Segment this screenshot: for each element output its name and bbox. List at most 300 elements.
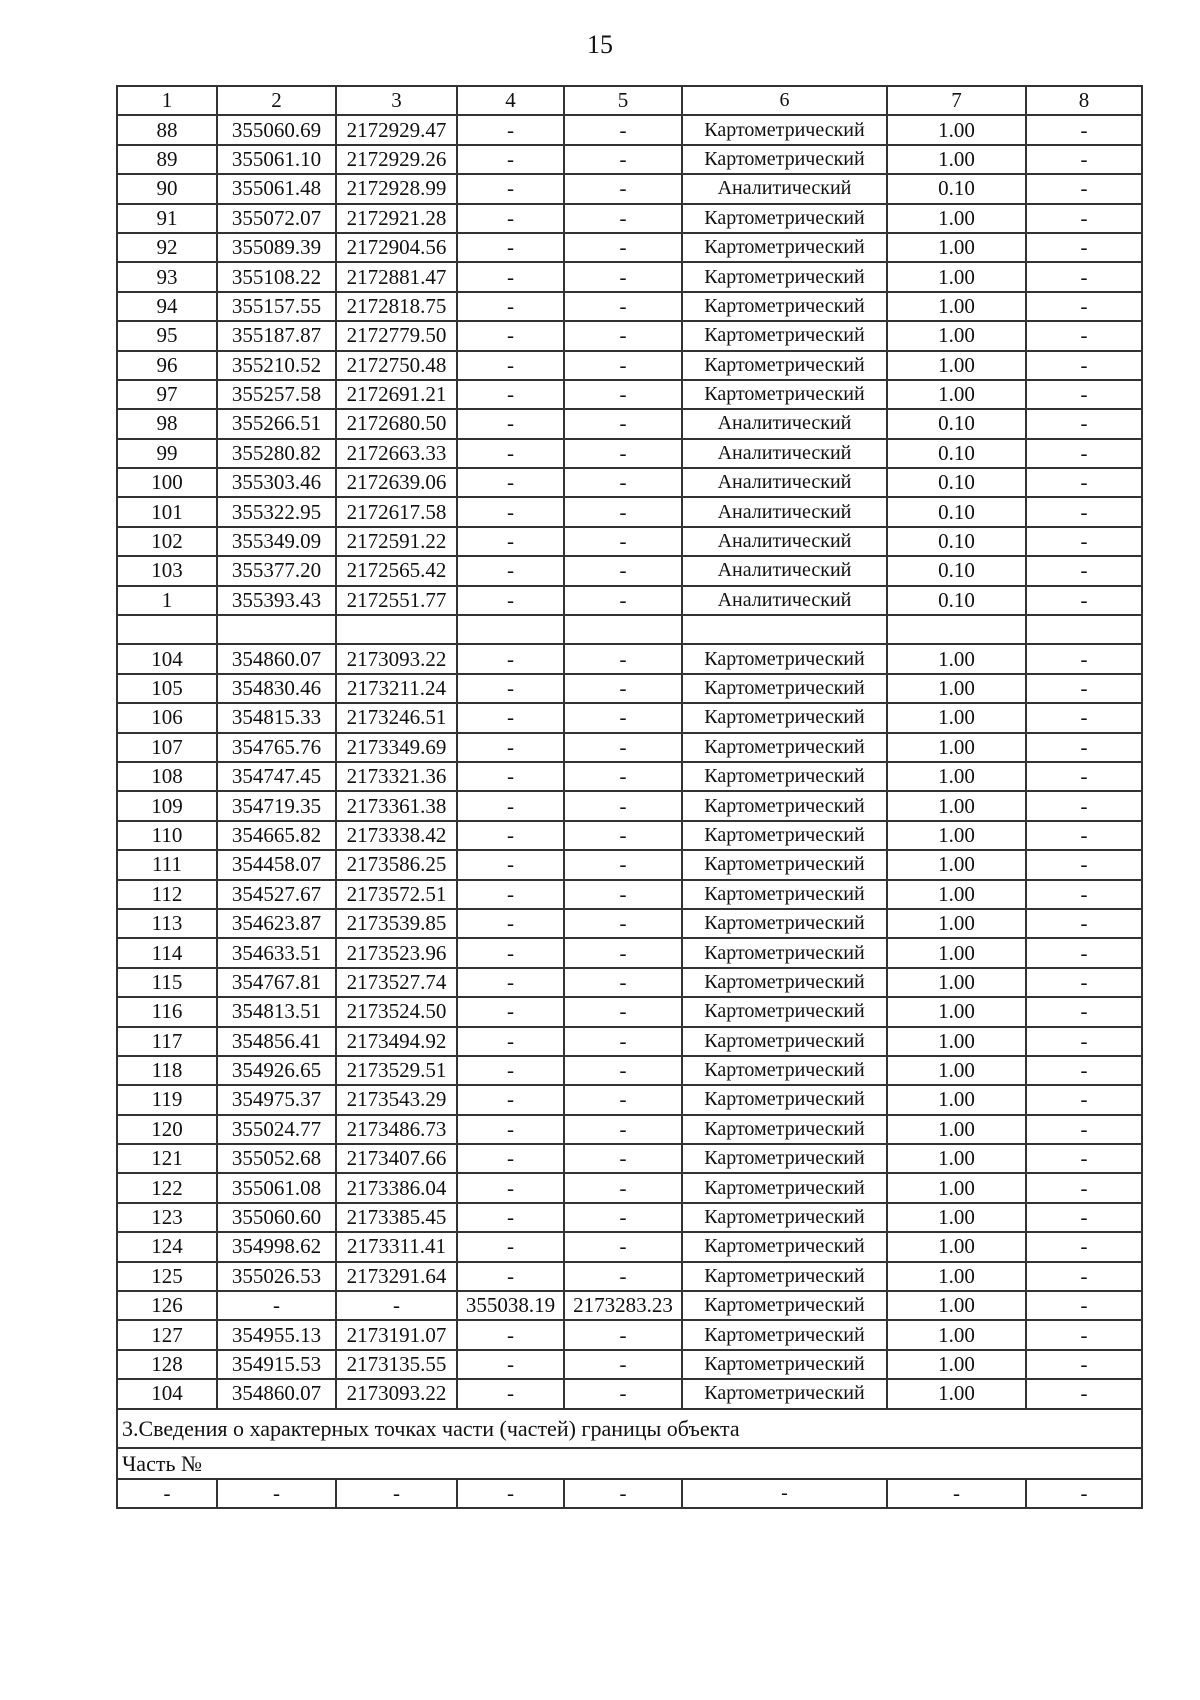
table-row [117,968,1142,997]
point-number-cell: 112 [117,880,217,909]
note-cell: - [1026,1115,1142,1144]
x-new-cell: - [457,321,564,350]
x-coordinate-cell: 355280.82 [217,439,336,468]
y-coordinate-cell: 2173093.22 [336,1379,457,1408]
x-new-cell: - [457,439,564,468]
y-new-cell: - [564,938,682,967]
method-cell: Картометрический [682,1085,887,1114]
x-coordinate-cell: 354998.62 [217,1232,336,1261]
y-coordinate-cell: 2173527.74 [336,968,457,997]
accuracy-cell: 1.00 [887,115,1026,144]
accuracy-cell: 1.00 [887,1320,1026,1349]
note-cell: - [1026,1320,1142,1349]
point-number-cell: 123 [117,1203,217,1232]
x-new-cell: - [457,880,564,909]
note-cell: - [1026,1379,1142,1408]
x-coordinate-cell: 355157.55 [217,292,336,321]
y-new-cell: - [564,909,682,938]
y-new-cell: - [564,204,682,233]
y-coordinate-cell: - [336,1291,457,1320]
y-new-cell: - [564,1144,682,1173]
point-number-cell: 124 [117,1232,217,1261]
x-coordinate-cell: 355060.69 [217,115,336,144]
y-new-cell: - [564,556,682,585]
method-cell: Аналитический [682,556,887,585]
y-coordinate-cell: 2173311.41 [336,1232,457,1261]
y-coordinate-cell: 2173543.29 [336,1085,457,1114]
accuracy-cell: 1.00 [887,1262,1026,1291]
y-coordinate-cell: 2173135.55 [336,1350,457,1379]
y-new-cell: - [564,703,682,732]
x-new-cell: - [457,292,564,321]
note-cell: - [1026,468,1142,497]
y-coordinate-cell: 2173572.51 [336,880,457,909]
x-new-cell: - [457,145,564,174]
accuracy-cell: 0.10 [887,556,1026,585]
column-header: 2 [217,86,336,115]
table-row [117,351,1142,380]
x-new-cell: - [457,556,564,585]
accuracy-cell: 1.00 [887,321,1026,350]
table-row [117,1056,1142,1085]
note-cell: - [1026,1144,1142,1173]
y-coordinate-cell: - [336,1479,457,1508]
note-cell: - [1026,1232,1142,1261]
y-new-cell: - [564,527,682,556]
x-coordinate-cell: 355108.22 [217,262,336,291]
y-new-cell: - [564,351,682,380]
note-cell: - [1026,880,1142,909]
note-cell: - [1026,409,1142,438]
x-coordinate-cell: 355257.58 [217,380,336,409]
y-coordinate-cell: 2172928.99 [336,174,457,203]
point-number-cell: 120 [117,1115,217,1144]
x-coordinate-cell: 354815.33 [217,703,336,732]
point-number-cell: 126 [117,1291,217,1320]
x-new-cell: - [457,351,564,380]
y-coordinate-cell: 2172551.77 [336,586,457,615]
note-cell: - [1026,233,1142,262]
x-coordinate-cell: 355061.48 [217,174,336,203]
note-cell: - [1026,439,1142,468]
point-number-cell: 95 [117,321,217,350]
x-new-cell: - [457,1320,564,1349]
point-number-cell: 128 [117,1350,217,1379]
note-cell: - [1026,380,1142,409]
table-row [117,762,1142,791]
method-cell: Картометрический [682,880,887,909]
x-new-cell: - [457,262,564,291]
x-coordinate-cell: 354860.07 [217,644,336,673]
accuracy-cell: 1.00 [887,791,1026,820]
point-number-cell: 101 [117,497,217,526]
note-cell: - [1026,292,1142,321]
x-new-cell: - [457,409,564,438]
method-cell: Картометрический [682,644,887,673]
table-row [117,145,1142,174]
empty-cell [217,615,336,644]
x-new-cell: - [457,233,564,262]
table-row [117,1085,1142,1114]
accuracy-cell: 1.00 [887,703,1026,732]
x-coordinate-cell: 354458.07 [217,850,336,879]
x-new-cell: - [457,644,564,673]
accuracy-cell: 1.00 [887,1291,1026,1320]
point-number-cell: 122 [117,1173,217,1202]
method-cell: Картометрический [682,321,887,350]
table-row [117,409,1142,438]
empty-cell [887,615,1026,644]
table-row [117,321,1142,350]
table-row [117,1350,1142,1379]
x-new-cell: - [457,733,564,762]
x-coordinate-cell: 355072.07 [217,204,336,233]
method-cell: Картометрический [682,380,887,409]
accuracy-cell: 1.00 [887,204,1026,233]
y-new-cell: - [564,880,682,909]
x-coordinate-cell: 355349.09 [217,527,336,556]
table-row [117,1262,1142,1291]
accuracy-cell: 1.00 [887,1173,1026,1202]
x-new-cell: - [457,1379,564,1408]
x-new-cell: - [457,1056,564,1085]
accuracy-cell: 1.00 [887,292,1026,321]
x-coordinate-cell: 355026.53 [217,1262,336,1291]
x-new-cell: 355038.19 [457,1291,564,1320]
point-number-cell: 119 [117,1085,217,1114]
x-coordinate-cell: 355060.60 [217,1203,336,1232]
column-header: 3 [336,86,457,115]
y-coordinate-cell: 2172680.50 [336,409,457,438]
table-row [117,1320,1142,1349]
y-coordinate-cell: 2173386.04 [336,1173,457,1202]
point-number-cell: 94 [117,292,217,321]
column-header: 5 [564,86,682,115]
note-cell: - [1026,321,1142,350]
note-cell: - [1026,644,1142,673]
table-row [117,439,1142,468]
accuracy-cell: 1.00 [887,1203,1026,1232]
x-coordinate-cell: 354719.35 [217,791,336,820]
note-cell: - [1026,527,1142,556]
accuracy-cell: 0.10 [887,409,1026,438]
note-cell: - [1026,1085,1142,1114]
x-coordinate-cell: 355322.95 [217,497,336,526]
point-number-cell: 109 [117,791,217,820]
point-number-cell: 89 [117,145,217,174]
y-new-cell: - [564,262,682,291]
y-new-cell: - [564,1115,682,1144]
x-coordinate-cell: 354633.51 [217,938,336,967]
column-header: 6 [682,86,887,115]
point-number-cell: 125 [117,1262,217,1291]
table-row [117,262,1142,291]
accuracy-cell: 1.00 [887,262,1026,291]
y-new-cell: - [564,233,682,262]
y-new-cell: - [564,1262,682,1291]
note-cell: - [1026,968,1142,997]
x-new-cell: - [457,586,564,615]
point-number-cell: 103 [117,556,217,585]
y-new-cell: - [564,321,682,350]
method-cell: - [682,1479,887,1508]
method-cell: Картометрический [682,233,887,262]
note-cell: - [1026,821,1142,850]
x-coordinate-cell: 354813.51 [217,997,336,1026]
point-number-cell: 110 [117,821,217,850]
accuracy-cell: 0.10 [887,468,1026,497]
table-row [117,821,1142,850]
x-coordinate-cell: 355089.39 [217,233,336,262]
y-coordinate-cell: 2173246.51 [336,703,457,732]
accuracy-cell: 0.10 [887,527,1026,556]
section-title: 3.Сведения о характерных точках части (частей) границы объекта [117,1409,1142,1448]
accuracy-cell: 1.00 [887,674,1026,703]
y-coordinate-cell: 2173523.96 [336,938,457,967]
accuracy-cell: 1.00 [887,351,1026,380]
y-coordinate-cell: 2173494.92 [336,1027,457,1056]
y-new-cell: - [564,1479,682,1508]
note-cell: - [1026,703,1142,732]
table-row [117,880,1142,909]
method-cell: Картометрический [682,1350,887,1379]
table-row [117,791,1142,820]
method-cell: Картометрический [682,997,887,1026]
note-cell: - [1026,204,1142,233]
y-coordinate-cell: 2172881.47 [336,262,457,291]
table-row [117,527,1142,556]
note-cell: - [1026,351,1142,380]
point-number-cell: 93 [117,262,217,291]
y-coordinate-cell: 2172565.42 [336,556,457,585]
y-coordinate-cell: 2172663.33 [336,439,457,468]
x-coordinate-cell: 354767.81 [217,968,336,997]
point-number-cell: 116 [117,997,217,1026]
y-coordinate-cell: 2173385.45 [336,1203,457,1232]
y-coordinate-cell: 2173407.66 [336,1144,457,1173]
note-cell: - [1026,1479,1142,1508]
y-new-cell: - [564,674,682,703]
method-cell: Картометрический [682,733,887,762]
note-cell: - [1026,1350,1142,1379]
table-row [117,850,1142,879]
empty-cell [457,615,564,644]
y-coordinate-cell: 2172617.58 [336,497,457,526]
separator-row [117,615,1142,644]
x-new-cell: - [457,1350,564,1379]
x-coordinate-cell: 354623.87 [217,909,336,938]
point-number-cell: 108 [117,762,217,791]
y-coordinate-cell: 2173211.24 [336,674,457,703]
method-cell: Картометрический [682,115,887,144]
y-new-cell: - [564,409,682,438]
accuracy-cell: 1.00 [887,1056,1026,1085]
note-cell: - [1026,174,1142,203]
y-new-cell: - [564,1350,682,1379]
x-coordinate-cell: 354830.46 [217,674,336,703]
x-new-cell: - [457,1085,564,1114]
y-coordinate-cell: 2172591.22 [336,527,457,556]
method-cell: Картометрический [682,1203,887,1232]
accuracy-cell: 1.00 [887,909,1026,938]
note-cell: - [1026,1173,1142,1202]
table-row [117,997,1142,1026]
x-new-cell: - [457,380,564,409]
y-new-cell: - [564,821,682,850]
method-cell: Аналитический [682,439,887,468]
y-new-cell: - [564,174,682,203]
method-cell: Картометрический [682,938,887,967]
x-new-cell: - [457,1479,564,1508]
header-row [117,86,1142,115]
x-coordinate-cell: 355187.87 [217,321,336,350]
method-cell: Картометрический [682,762,887,791]
x-new-cell: - [457,850,564,879]
y-coordinate-cell: 2172921.28 [336,204,457,233]
table-row [117,1203,1142,1232]
y-new-cell: - [564,292,682,321]
x-new-cell: - [457,791,564,820]
table-row [117,1379,1142,1408]
accuracy-cell: 1.00 [887,380,1026,409]
table-row [117,380,1142,409]
method-cell: Аналитический [682,497,887,526]
y-coordinate-cell: 2172929.26 [336,145,457,174]
x-coordinate-cell: 354955.13 [217,1320,336,1349]
y-new-cell: - [564,380,682,409]
y-new-cell: - [564,850,682,879]
table-row [117,1232,1142,1261]
y-coordinate-cell: 2173338.42 [336,821,457,850]
point-number-cell: 99 [117,439,217,468]
accuracy-cell: 1.00 [887,1379,1026,1408]
method-cell: Картометрический [682,674,887,703]
x-new-cell: - [457,1262,564,1291]
y-new-cell: - [564,1232,682,1261]
note-cell: - [1026,497,1142,526]
x-coordinate-cell: 354860.07 [217,1379,336,1408]
note-cell: - [1026,850,1142,879]
x-new-cell: - [457,1203,564,1232]
y-coordinate-cell: 2172779.50 [336,321,457,350]
empty-cell [117,615,217,644]
method-cell: Аналитический [682,527,887,556]
accuracy-cell: 1.00 [887,1144,1026,1173]
table-row [117,468,1142,497]
y-coordinate-cell: 2173586.25 [336,850,457,879]
x-coordinate-cell: - [217,1479,336,1508]
table-row [117,204,1142,233]
x-coordinate-cell: - [217,1291,336,1320]
method-cell: Картометрический [682,791,887,820]
y-new-cell: - [564,586,682,615]
y-new-cell: - [564,439,682,468]
table-row [117,703,1142,732]
x-coordinate-cell: 355303.46 [217,468,336,497]
accuracy-cell: 1.00 [887,1027,1026,1056]
y-new-cell: - [564,497,682,526]
x-coordinate-cell: 355210.52 [217,351,336,380]
x-coordinate-cell: 355377.20 [217,556,336,585]
y-new-cell: - [564,1085,682,1114]
method-cell: Картометрический [682,1027,887,1056]
y-new-cell: 2173283.23 [564,1291,682,1320]
method-cell: Картометрический [682,1115,887,1144]
y-new-cell: - [564,1379,682,1408]
y-coordinate-cell: 2172904.56 [336,233,457,262]
accuracy-cell: 0.10 [887,497,1026,526]
part-label: Часть № [117,1448,1142,1479]
y-new-cell: - [564,1320,682,1349]
accuracy-cell: 0.10 [887,439,1026,468]
method-cell: Картометрический [682,1262,887,1291]
method-cell: Картометрический [682,968,887,997]
point-number-cell: 91 [117,204,217,233]
y-new-cell: - [564,115,682,144]
accuracy-cell: 1.00 [887,821,1026,850]
point-number-cell: 98 [117,409,217,438]
y-coordinate-cell: 2172691.21 [336,380,457,409]
point-number-cell: 127 [117,1320,217,1349]
note-cell: - [1026,115,1142,144]
note-cell: - [1026,1262,1142,1291]
note-cell: - [1026,262,1142,291]
x-new-cell: - [457,204,564,233]
point-number-cell: 90 [117,174,217,203]
table-row [117,1479,1142,1508]
table-row [117,938,1142,967]
x-new-cell: - [457,497,564,526]
x-new-cell: - [457,115,564,144]
y-coordinate-cell: 2173486.73 [336,1115,457,1144]
x-coordinate-cell: 354747.45 [217,762,336,791]
x-coordinate-cell: 355061.08 [217,1173,336,1202]
method-cell: Аналитический [682,468,887,497]
note-cell: - [1026,791,1142,820]
accuracy-cell: 1.00 [887,145,1026,174]
accuracy-cell: 0.10 [887,174,1026,203]
x-coordinate-cell: 355024.77 [217,1115,336,1144]
accuracy-cell: 1.00 [887,644,1026,673]
accuracy-cell: 1.00 [887,850,1026,879]
x-coordinate-cell: 354915.53 [217,1350,336,1379]
note-cell: - [1026,762,1142,791]
note-cell: - [1026,733,1142,762]
y-coordinate-cell: 2173361.38 [336,791,457,820]
point-number-cell: 121 [117,1144,217,1173]
method-cell: Картометрический [682,1173,887,1202]
y-coordinate-cell: 2173191.07 [336,1320,457,1349]
method-cell: Картометрический [682,292,887,321]
y-new-cell: - [564,733,682,762]
y-coordinate-cell: 2172639.06 [336,468,457,497]
x-new-cell: - [457,527,564,556]
y-coordinate-cell: 2173524.50 [336,997,457,1026]
accuracy-cell: 1.00 [887,762,1026,791]
x-new-cell: - [457,174,564,203]
table-row [117,1173,1142,1202]
x-new-cell: - [457,1232,564,1261]
point-number-cell: 102 [117,527,217,556]
y-coordinate-cell: 2173349.69 [336,733,457,762]
point-number-cell: 92 [117,233,217,262]
column-header: 8 [1026,86,1142,115]
method-cell: Картометрический [682,1379,887,1408]
method-cell: Картометрический [682,703,887,732]
x-new-cell: - [457,1144,564,1173]
method-cell: Картометрический [682,351,887,380]
x-coordinate-cell: 355266.51 [217,409,336,438]
